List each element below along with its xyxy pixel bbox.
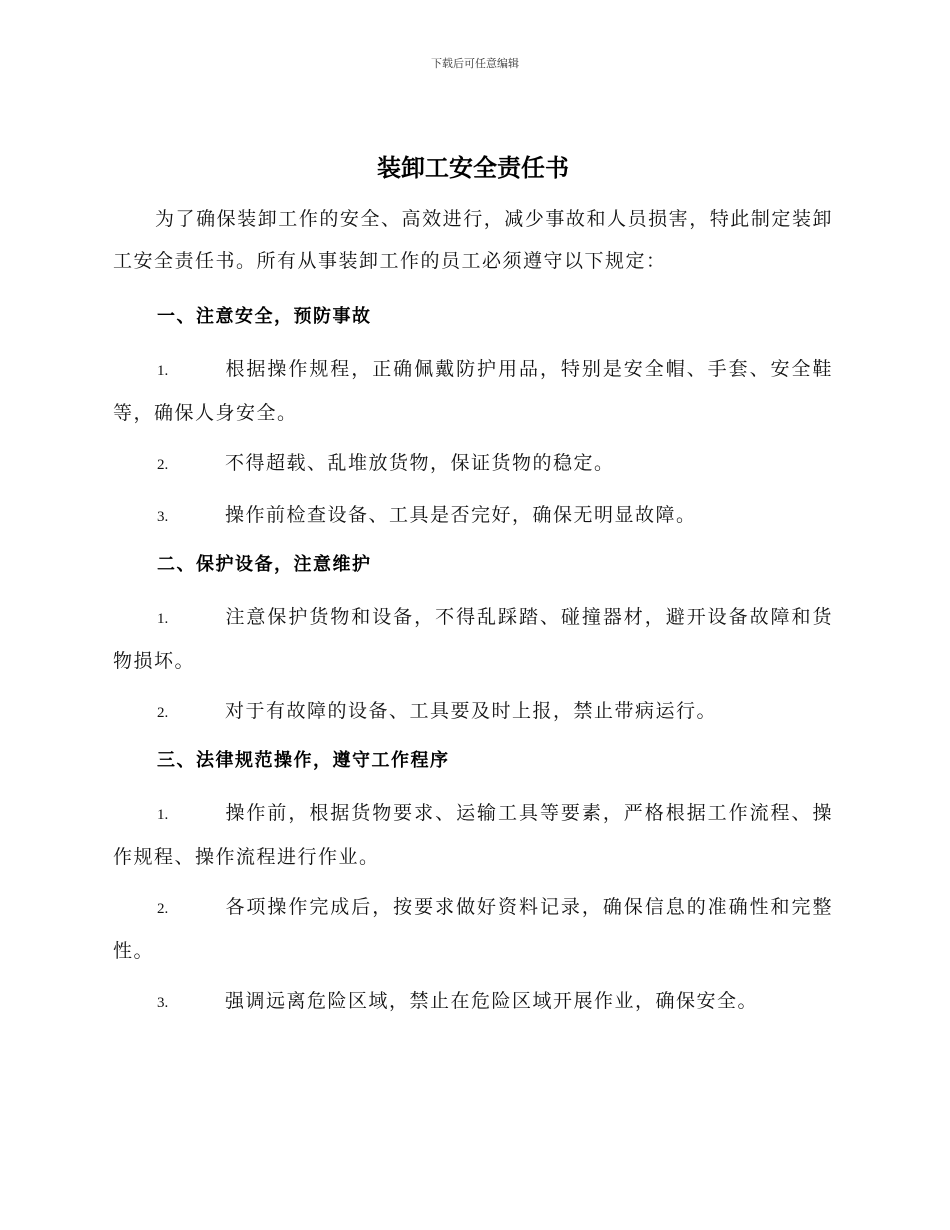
item-text: 根据操作规程，正确佩戴防护用品，特别是安全帽、手套、安全鞋等，确保人身安全。 (113, 358, 833, 424)
list-item (113, 494, 833, 538)
item-number: 1. (157, 363, 169, 379)
section-items (113, 792, 833, 1024)
section-3 (113, 744, 833, 1024)
list-item (113, 792, 833, 878)
section-heading: 一、注意安全，预防事故 (157, 306, 372, 327)
section-items (113, 596, 833, 734)
item-number: 3. (157, 995, 169, 1011)
section-heading: 二、保护设备，注意维护 (157, 554, 372, 575)
section-2 (113, 548, 833, 734)
item-number: 2. (157, 457, 169, 473)
item-number: 1. (157, 807, 169, 823)
list-item (113, 980, 833, 1024)
item-text: 操作前检查设备、工具是否完好，确保无明显故障。 (225, 504, 697, 526)
item-text: 强调远离危险区域，禁止在危险区域开展作业，确保安全。 (225, 990, 759, 1012)
list-item (113, 690, 833, 734)
page-header: 下载后可任意编辑 (431, 57, 519, 70)
section-heading: 三、法律规范操作，遵守工作程序 (157, 750, 450, 771)
item-text: 不得超载、乱堆放货物，保证货物的稳定。 (225, 452, 615, 474)
list-item (113, 442, 833, 486)
document-body (113, 148, 833, 1034)
item-number: 2. (157, 901, 169, 917)
list-item (113, 348, 833, 434)
intro-paragraph: 为了确保装卸工作的安全、高效进行，减少事故和人员损害，特此制定装卸工安全责任书。所有从事装卸工作的员工必须遵守以下规定： (113, 208, 833, 272)
list-item (113, 886, 833, 972)
item-text: 操作前，根据货物要求、运输工具等要素，严格根据工作流程、操作规程、操作流程进行作业。 (113, 802, 833, 868)
item-number: 3. (157, 509, 169, 525)
item-text: 注意保护货物和设备，不得乱踩踏、碰撞器材，避开设备故障和货物损坏。 (113, 606, 833, 672)
list-item (113, 596, 833, 682)
document-title: 装卸工安全责任书 (377, 154, 569, 182)
section-1 (113, 300, 833, 538)
item-number: 1. (157, 611, 169, 627)
item-text: 各项操作完成后，按要求做好资料记录，确保信息的准确性和完整性。 (113, 896, 833, 962)
item-number: 2. (157, 705, 169, 721)
item-text: 对于有故障的设备、工具要及时上报，禁止带病运行。 (225, 700, 718, 722)
section-items (113, 348, 833, 538)
